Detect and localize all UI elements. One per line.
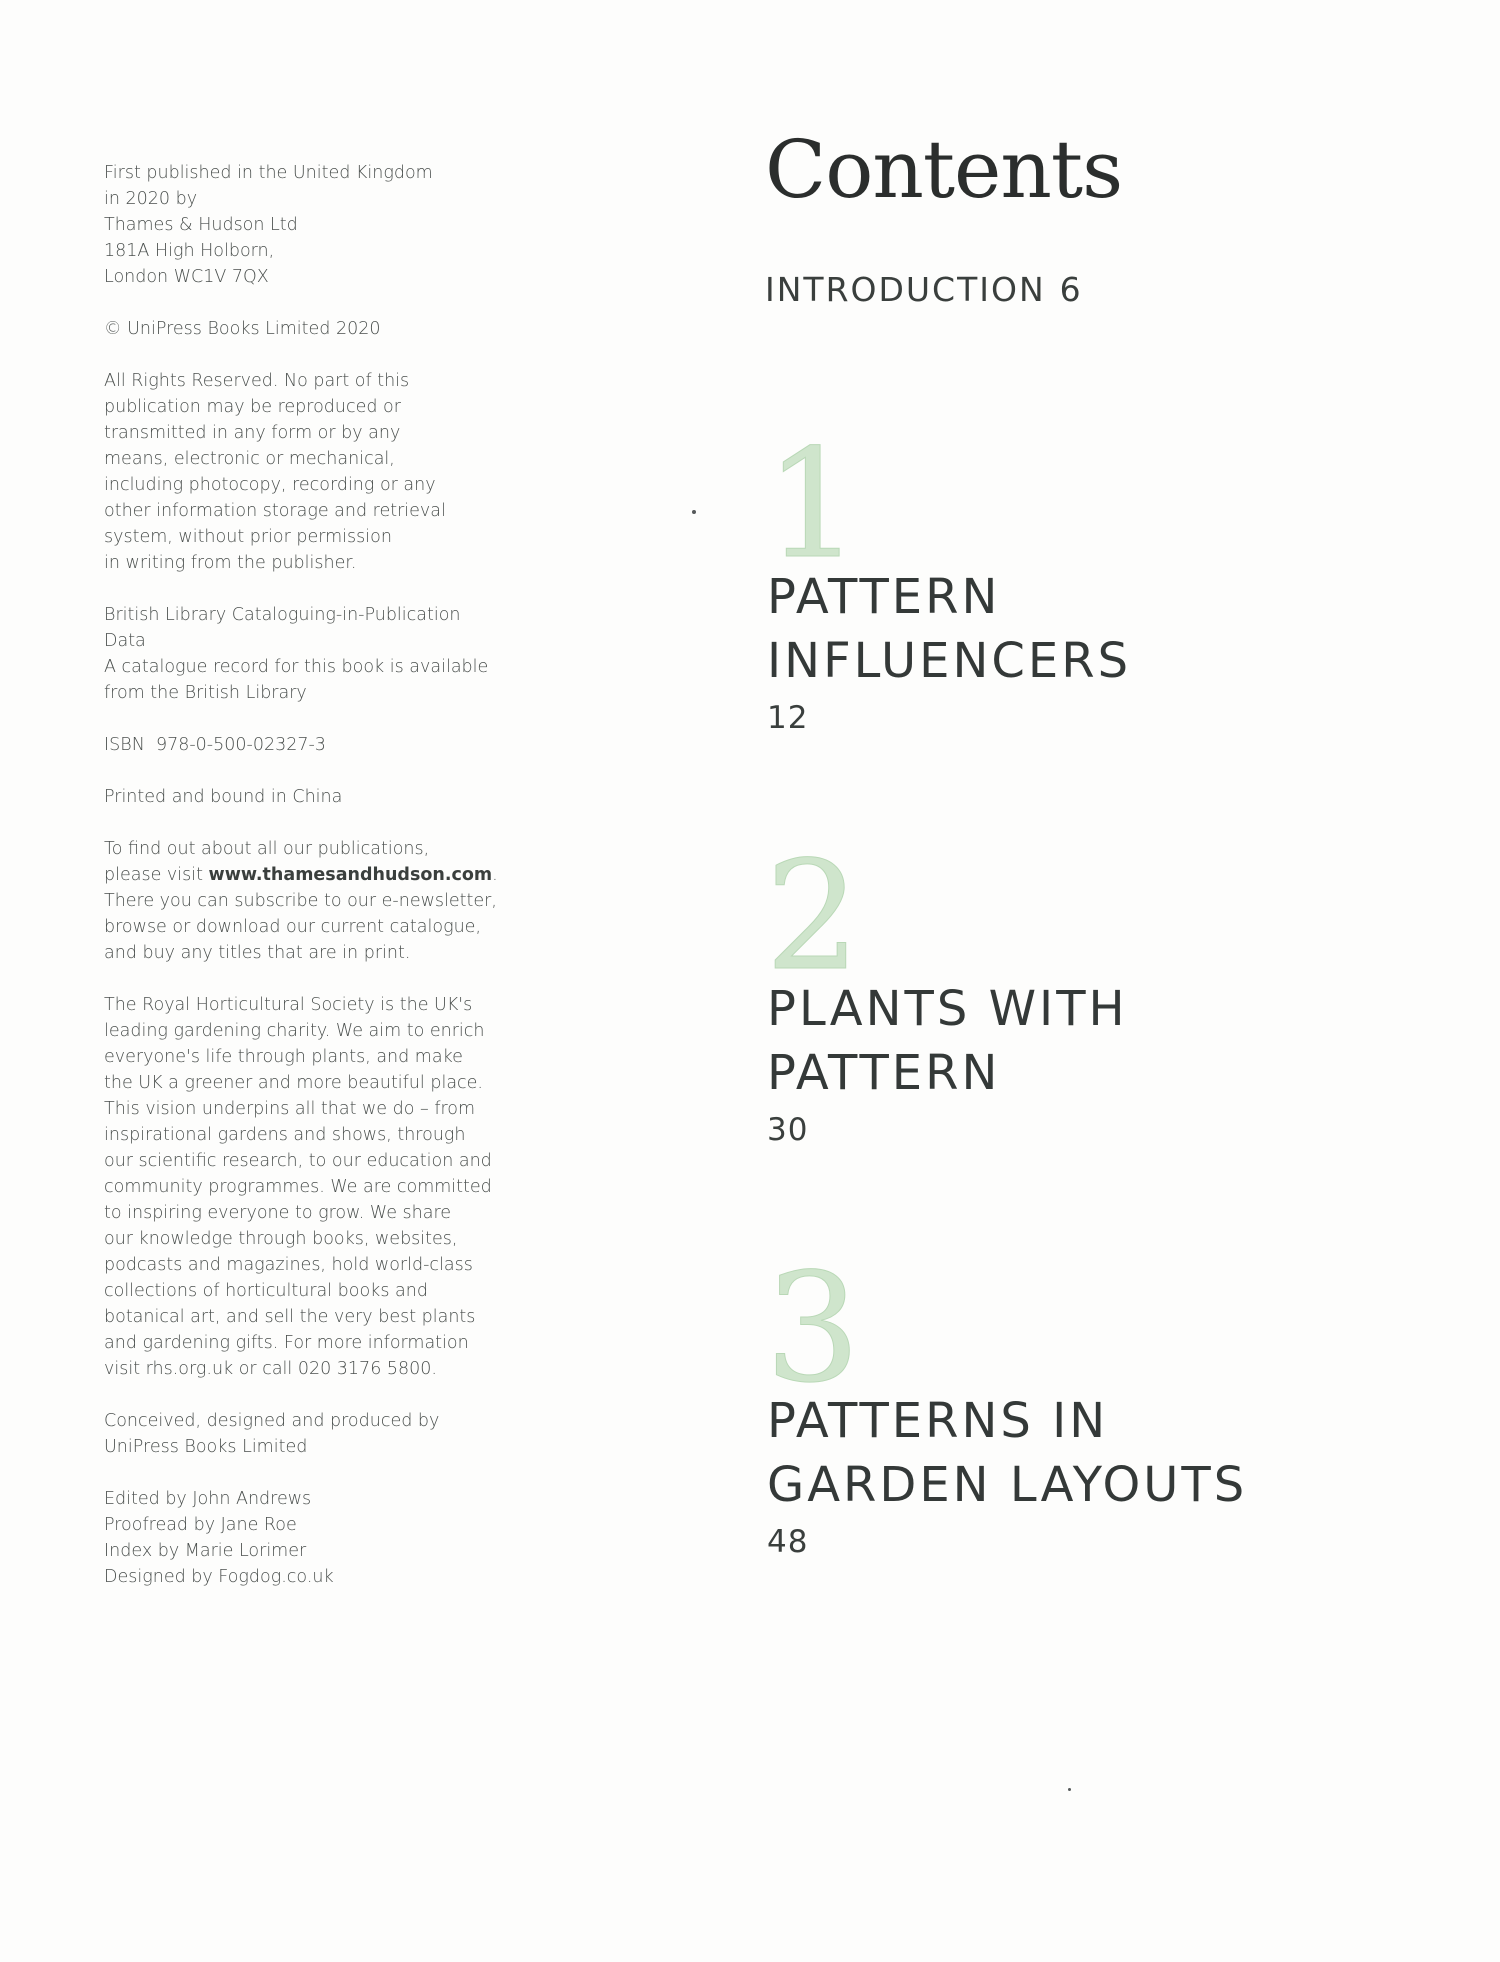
copyright-notice: [104, 316, 534, 342]
imprint-line: in 2020 by: [104, 189, 198, 209]
imprint-line: botanical art, and sell the very best plants: [104, 1307, 476, 1327]
imprint-line: leading gardening charity. We aim to enrich: [104, 1021, 485, 1041]
imprint-line: from the British Library: [104, 683, 307, 703]
contents-heading: Contents: [765, 123, 1123, 216]
imprint-line: inspirational gardens and shows, through: [104, 1125, 466, 1145]
scan-speck: [692, 510, 696, 514]
imprint-line: Thames & Hudson Ltd: [104, 215, 298, 235]
imprint-line: Proofread by Jane Roe: [104, 1515, 297, 1535]
publisher-info: [104, 160, 534, 290]
imprint-line: Edited by John Andrews: [104, 1489, 312, 1509]
chapter-title: PLANTS WITH PATTERN: [767, 981, 1128, 1101]
imprint-line: A catalogue record for this book is available: [104, 657, 489, 677]
imprint-line: UniPress Books Limited: [104, 1437, 308, 1457]
chapter-page: 30: [767, 1112, 809, 1148]
publisher-website-link[interactable]: www.thamesandhudson.com: [208, 865, 493, 885]
imprint-line: Conceived, designed and produced by: [104, 1411, 440, 1431]
imprint-line: London WC1V 7QX: [104, 267, 269, 287]
imprint-line: and gardening gifts. For more information: [104, 1333, 469, 1353]
rights-notice: [104, 368, 534, 576]
imprint-line: means, electronic or mechanical,: [104, 449, 395, 469]
toc-entry-introduction[interactable]: [765, 270, 1083, 309]
chapter-number: 2: [765, 830, 861, 1004]
imprint-line: the UK a greener and more beautiful place.: [104, 1073, 483, 1093]
imprint-line: All Rights Reserved. No part of this: [104, 371, 410, 391]
cataloguing-notice: [104, 602, 534, 706]
imprint-line: publication may be reproduced or: [104, 397, 401, 417]
chapter-title: PATTERNS IN GARDEN LAYOUTS: [767, 1393, 1248, 1513]
imprint-text: please visit: [104, 865, 209, 885]
imprint-line: community programmes. We are committed: [104, 1177, 492, 1197]
printed-in: [104, 784, 534, 810]
chapter-page: 48: [767, 1524, 809, 1560]
imprint-line: system, without prior permission: [104, 527, 392, 547]
scan-speck: [1068, 1788, 1071, 1791]
imprint-line: transmitted in any form or by any: [104, 423, 401, 443]
imprint-line: © UniPress Books Limited 2020: [104, 319, 381, 339]
imprint-line: everyone's life through plants, and make: [104, 1047, 463, 1067]
imprint-line: The Royal Horticultural Society is the UK's: [104, 995, 473, 1015]
imprint-line: 181A High Holborn,: [104, 241, 275, 261]
imprint-line: Index by Marie Lorimer: [104, 1541, 307, 1561]
isbn: [104, 732, 534, 758]
toc-entry-label: INTRODUCTION: [765, 270, 1046, 309]
chapter-number: 3: [765, 1242, 861, 1416]
imprint-line: [104, 862, 534, 888]
imprint-line: our scientific research, to our education and: [104, 1151, 492, 1171]
chapter-title: PATTERN INFLUENCERS: [767, 569, 1132, 689]
imprint-text: .: [492, 865, 498, 885]
imprint-line: Designed by Fogdog.co.uk: [104, 1567, 334, 1587]
chapter-number: 1: [765, 418, 861, 592]
production-credit: [104, 1408, 534, 1460]
imprint-line: Data: [104, 631, 146, 651]
chapter-page: 12: [767, 700, 809, 736]
imprint-line: to inspiring everyone to grow. We share: [104, 1203, 452, 1223]
imprint-line: including photocopy, recording or any: [104, 475, 436, 495]
imprint-line: other information storage and retrieval: [104, 501, 446, 521]
editorial-credits: [104, 1486, 534, 1590]
website-info: [104, 836, 534, 966]
imprint-line: Printed and bound in China: [104, 787, 343, 807]
toc-entry-page: 6: [1059, 270, 1083, 309]
imprint-line: To find out about all our publications,: [104, 839, 430, 859]
rhs-description: [104, 992, 534, 1382]
imprint-line: in writing from the publisher.: [104, 553, 357, 573]
imprint-line: and buy any titles that are in print.: [104, 943, 411, 963]
imprint-column: [104, 160, 534, 1616]
imprint-line: British Library Cataloguing-in-Publication: [104, 605, 461, 625]
imprint-line: This vision underpins all that we do – from: [104, 1099, 476, 1119]
imprint-line: There you can subscribe to our e-newsletter,: [104, 891, 497, 911]
imprint-line: browse or download our current catalogue,: [104, 917, 482, 937]
imprint-line: podcasts and magazines, hold world-class: [104, 1255, 473, 1275]
imprint-line: ISBN 978-0-500-02327-3: [104, 735, 326, 755]
imprint-line: First published in the United Kingdom: [104, 163, 433, 183]
imprint-line: our knowledge through books, websites,: [104, 1229, 458, 1249]
imprint-line: collections of horticultural books and: [104, 1281, 428, 1301]
imprint-line: visit rhs.org.uk or call 020 3176 5800.: [104, 1359, 437, 1379]
